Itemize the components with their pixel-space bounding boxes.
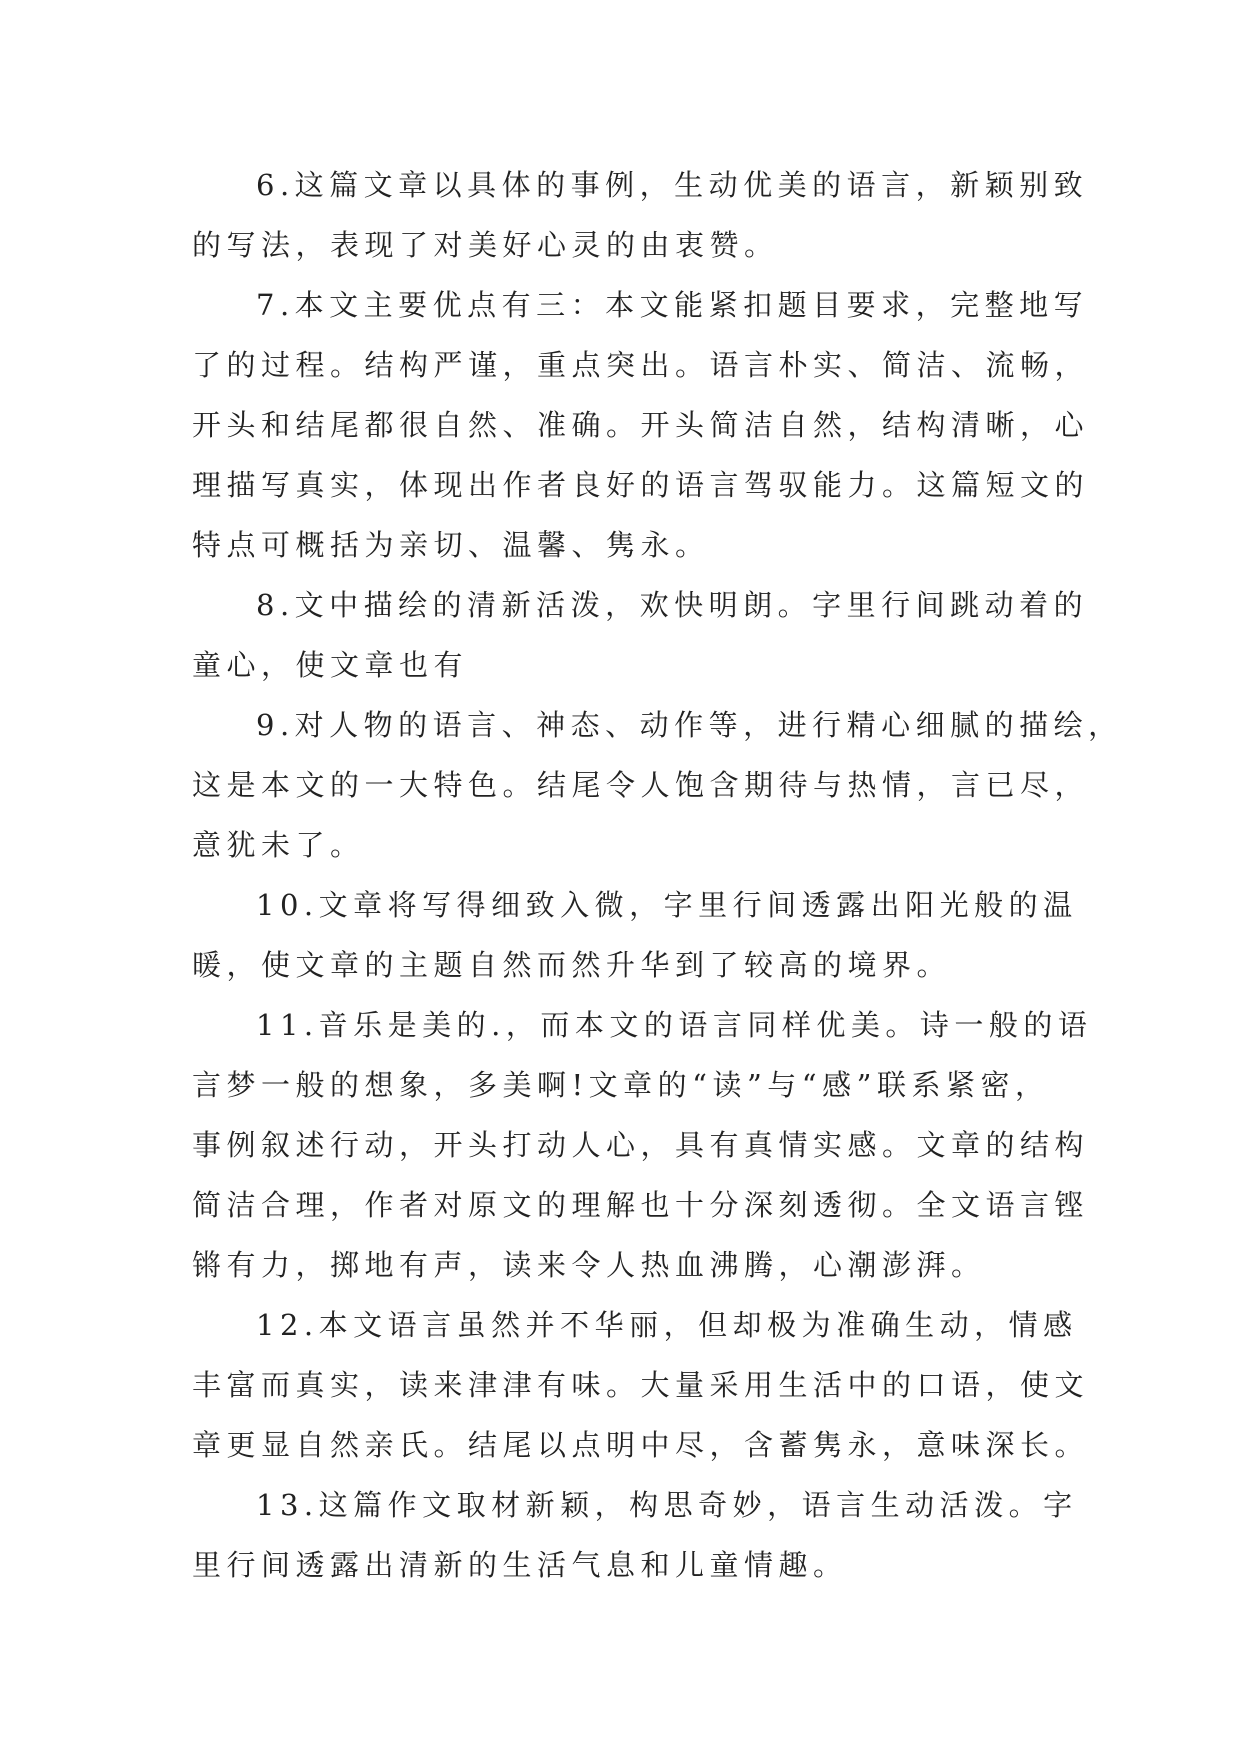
- paragraph: [192, 155, 1089, 275]
- paragraph: [192, 575, 1089, 695]
- text-line: 童心，使文章也有: [192, 648, 469, 682]
- text-line: 开头和结尾都很自然、准确。开头简洁自然，结构清晰，心: [192, 408, 1090, 442]
- text-line: 这是本文的一大特色。结尾令人饱含期待与热情，言已尽，: [192, 768, 1090, 802]
- paragraph: [192, 1475, 1078, 1595]
- text-line: 言梦一般的想象，多美啊!文章的“读”与“感”联系紧密，: [192, 1068, 1050, 1102]
- text-line: 意犹未了。: [192, 828, 365, 862]
- text-line: 12.本文语言虽然并不华丽，但却极为准确生动，情感: [256, 1308, 1078, 1342]
- text-line: 事例叙述行动，开头打动人心，具有真情实感。文章的结构: [192, 1128, 1090, 1162]
- text-line: 理描写真实，体现出作者良好的语言驾驭能力。这篇短文的: [192, 468, 1090, 502]
- text-line: 丰富而真实，读来津津有味。大量采用生活中的口语，使文: [192, 1368, 1090, 1402]
- paragraph: [192, 275, 1090, 575]
- text-line: 11.音乐是美的.，而本文的语言同样优美。诗一般的语: [256, 1008, 1093, 1042]
- text-line: 暖，使文章的主题自然而然升华到了较高的境界。: [192, 948, 952, 982]
- text-line: 了的过程。结构严谨，重点突出。语言朴实、简洁、流畅，: [192, 348, 1090, 382]
- paragraph: [192, 875, 1078, 995]
- paragraph: [192, 1295, 1090, 1475]
- text-line: 8.文中描绘的清新活泼，欢快明朗。字里行间跳动着的: [256, 588, 1089, 622]
- text-line: 特点可概括为亲切、温馨、隽永。: [192, 528, 710, 562]
- text-line: 10.文章将写得细致入微，字里行间透露出阳光般的温: [256, 888, 1078, 922]
- text-line: 6.这篇文章以具体的事例，生动优美的语言，新颖别致: [256, 168, 1089, 202]
- text-line: 7.本文主要优点有三：本文能紧扣题目要求，完整地写: [256, 288, 1089, 322]
- text-line: 里行间透露出清新的生活气息和儿童情趣。: [192, 1548, 848, 1582]
- paragraph: [192, 995, 1093, 1295]
- text-line: 章更显自然亲氏。结尾以点明中尽，含蓄隽永，意味深长。: [192, 1428, 1090, 1462]
- text-line: 9.对人物的语言、神态、动作等，进行精心细腻的描绘，: [256, 708, 1123, 742]
- document-body: [192, 155, 1123, 1595]
- text-line: 的写法，表现了对美好心灵的由衷赞。: [192, 228, 779, 262]
- text-line: 简洁合理，作者对原文的理解也十分深刻透彻。全文语言铿: [192, 1188, 1090, 1222]
- text-line: 13.这篇作文取材新颖，构思奇妙，语言生动活泼。字: [256, 1488, 1078, 1522]
- paragraph: [192, 695, 1123, 875]
- text-line: 锵有力，掷地有声，读来令人热血沸腾，心潮澎湃。: [192, 1248, 986, 1282]
